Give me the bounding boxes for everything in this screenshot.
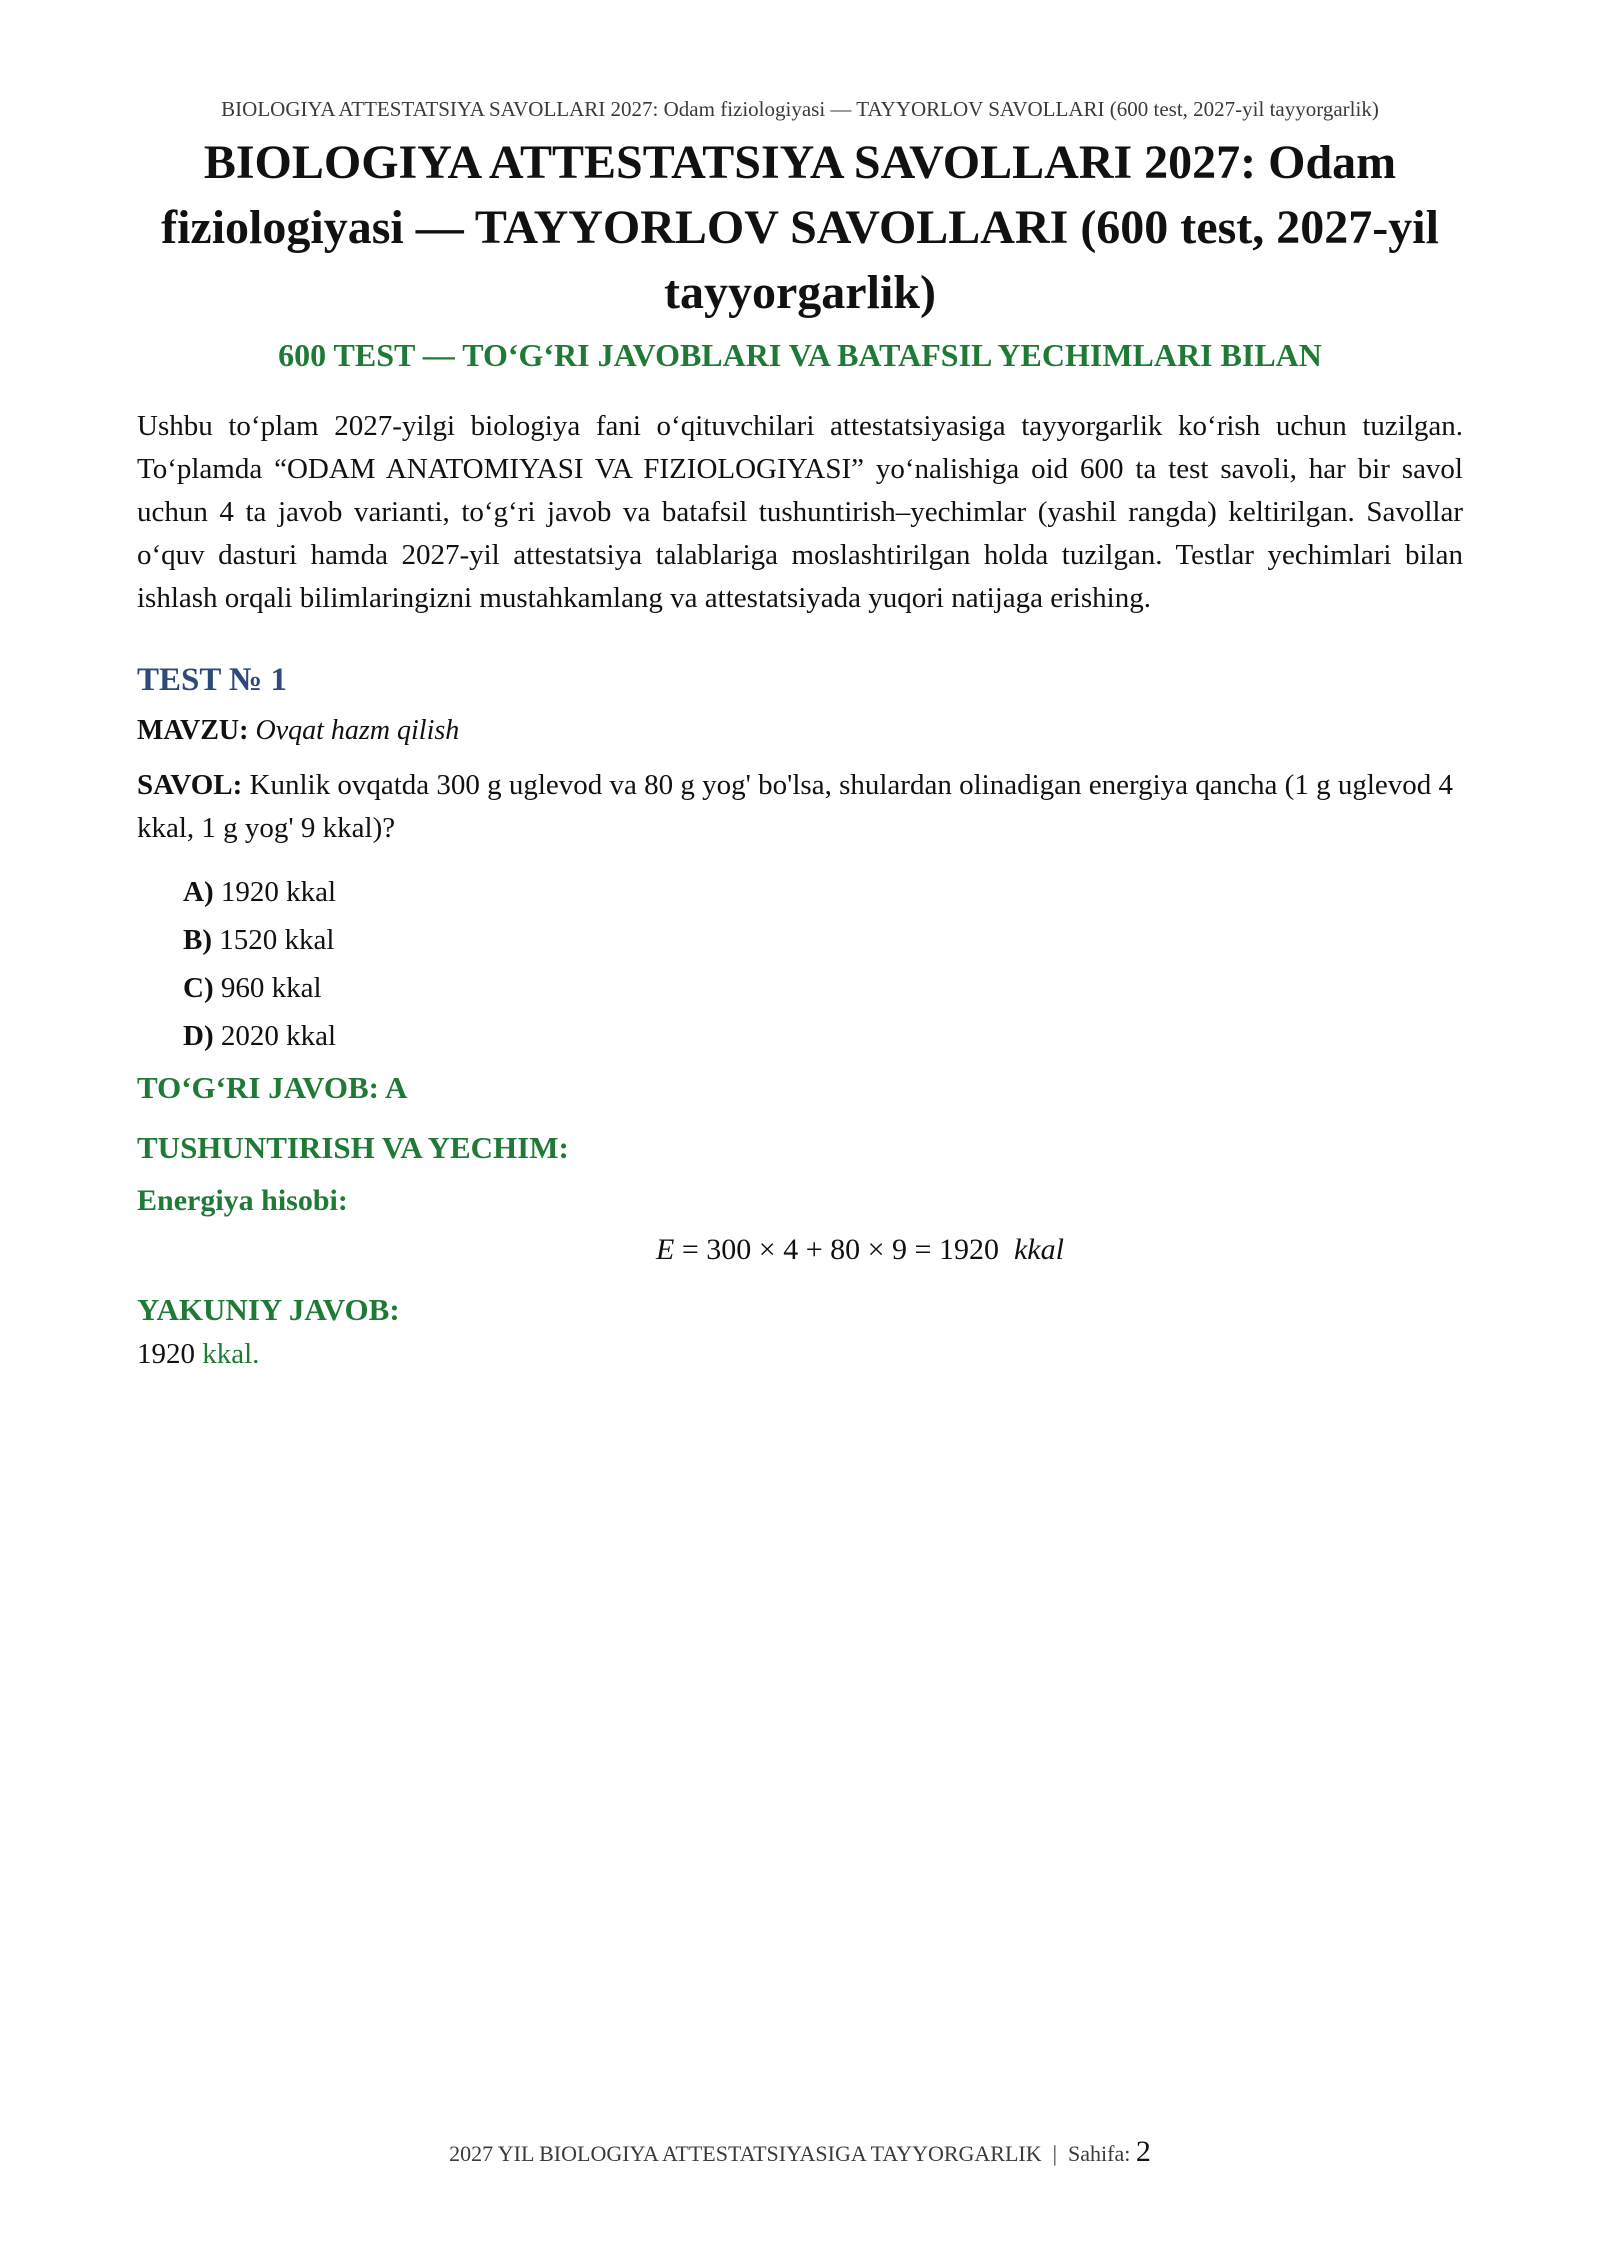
page-footer <box>137 2135 1463 2171</box>
answer-options <box>183 868 1463 1060</box>
option-d <box>183 1012 1463 1060</box>
question-label: SAVOL: <box>137 769 243 801</box>
option-key: C) <box>183 972 214 1004</box>
option-b <box>183 916 1463 964</box>
option-text: 960 kkal <box>220 972 322 1004</box>
final-answer-unit: kkal. <box>202 1338 260 1370</box>
test-question <box>137 764 1463 850</box>
final-answer-value: 1920 <box>137 1338 195 1370</box>
formula-variable: E <box>656 1233 675 1266</box>
option-text: 1520 kkal <box>219 924 335 956</box>
option-c <box>183 964 1463 1012</box>
document-page <box>137 0 1463 1376</box>
page-label: Sahifa: <box>1068 2141 1131 2166</box>
formula-unit: kkal <box>1013 1233 1064 1266</box>
option-key: A) <box>183 876 214 908</box>
topic-value: Ovqat hazm qilish <box>255 715 460 746</box>
document-title: BIOLOGIYA ATTESTATSIYA SAVOLLARI 2027: Odam fiziologiyasi — TAYYORLOV SAVOLLARI (600 test, 2027-yil tayyorgarlik) <box>161 136 1439 319</box>
option-text: 2020 kkal <box>220 1020 337 1052</box>
option-text: 1920 kkal <box>220 876 337 908</box>
formula-expression: = 300 × 4 + 80 × 9 = 1920 <box>681 1233 999 1266</box>
final-answer-heading: YAKUNIY JAVOB: <box>137 1292 400 1327</box>
page-number: 2 <box>1135 2135 1151 2168</box>
energy-formula <box>137 1228 1463 1272</box>
correct-answer: TO‘G‘RI JAVOB: A <box>137 1070 408 1105</box>
test-heading: TEST № 1 <box>137 662 287 698</box>
option-key: D) <box>183 1020 214 1052</box>
running-header: BIOLOGIYA ATTESTATSIYA SAVOLLARI 2027: Odam fiziologiyasi — TAYYORLOV SAVOLLARI (600 test, 2027-yil tayyorgarlik) <box>221 97 1379 121</box>
option-key: B) <box>183 924 212 956</box>
topic-label: MAVZU: <box>137 715 249 746</box>
calculation-heading: Energiya hisobi: <box>137 1184 348 1217</box>
footer-separator: | <box>1052 2141 1058 2166</box>
intro-paragraph: Ushbu to‘plam 2027-yilgi biologiya fani o‘qituvchilari attestatsiyasiga tayyorgarlik ko‘rish uchun tuzilgan. To‘plamda “ODAM ANATOMIYASI VA FIZIOLOGIYASI” yo‘nalishiga oid 600 ta test savoli, har bir savol uchun 4 ta javob varianti, to‘g‘ri javob va batafsil tushuntirish–yechimlar (yashil rangda) keltirilgan. Savollar o‘quv dasturi hamda 2027-yil attestatsiya talablariga moslashtirilgan holda tuzilgan. Testlar yechimlari bilan ishlash orqali bilimlaringizni mustahkamlang va attestatsiyada yuqori natijaga erishing. <box>137 410 1463 614</box>
document-subtitle: 600 TEST — TO‘G‘RI JAVOBLARI VA BATAFSIL YECHIMLARI BILAN <box>278 337 1322 373</box>
question-text: Kunlik ovqatda 300 g uglevod va 80 g yog' bo'lsa, shulardan olinadigan energiya qancha (1 g uglevod 4 kkal, 1 g yog' 9 kkal)? <box>137 769 1454 844</box>
option-a <box>183 868 1463 916</box>
test-topic <box>137 712 1463 750</box>
explanation-heading: TUSHUNTIRISH VA YECHIM: <box>137 1130 569 1165</box>
final-answer <box>137 1332 1463 1376</box>
footer-text: 2027 YIL BIOLOGIYA ATTESTATSIYASIGA TAYYORGARLIK <box>449 2141 1042 2166</box>
